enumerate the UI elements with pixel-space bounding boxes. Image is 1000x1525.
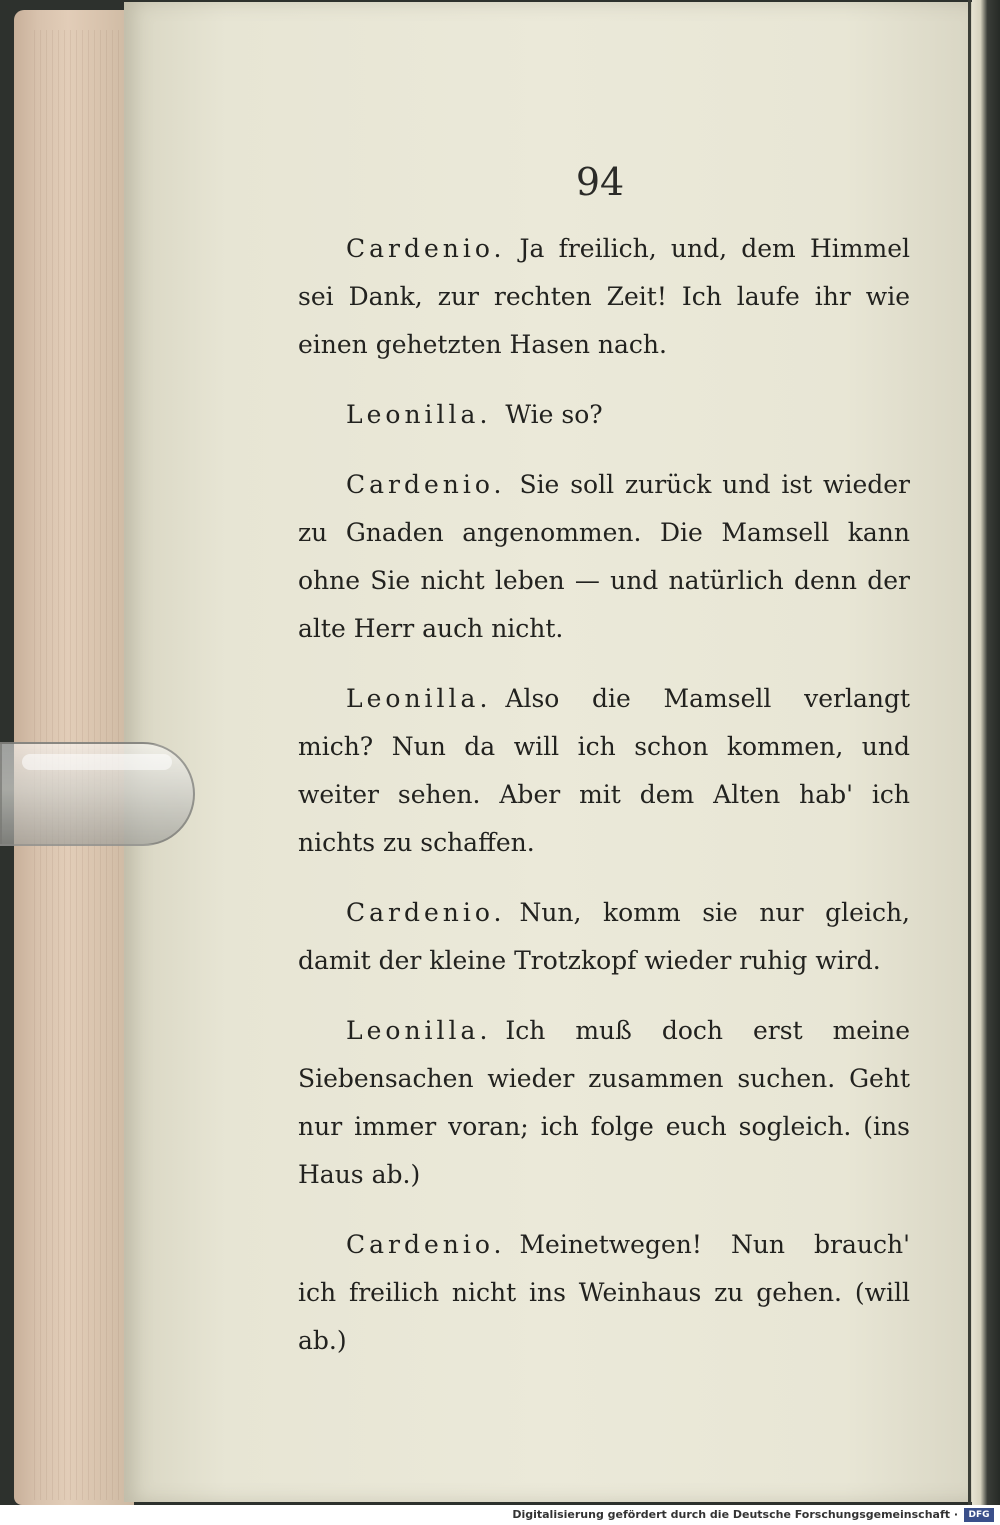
digitization-footer bbox=[0, 1505, 1000, 1525]
speaker-name: Leonilla. bbox=[346, 400, 492, 429]
dialogue-text: Also die Mamsell verlangt mich? Nun da will ich schon kommen, und weiter sehen. Aber mit dem Alten hab' ich nichts zu schaffen. bbox=[298, 684, 910, 857]
dialogue-text: Nun, komm sie nur gleich, damit der kleine Trotzkopf wieder ruhig wird. bbox=[298, 898, 910, 975]
dialogue-paragraph bbox=[298, 391, 910, 439]
page-text bbox=[298, 225, 910, 1387]
page-number: 94 bbox=[575, 160, 625, 204]
speaker-name: Cardenio. bbox=[346, 470, 506, 499]
page-gutter bbox=[968, 0, 971, 1505]
dialogue-paragraph bbox=[298, 225, 910, 369]
facing-page-edge bbox=[972, 0, 1000, 1505]
dialogue-text: Ich muß doch erst meine Siebensachen wieder zusammen suchen. Geht nur immer voran; ich folge euch sogleich. (ins Haus ab.) bbox=[298, 1016, 910, 1189]
speaker-name: Cardenio. bbox=[346, 898, 506, 927]
speaker-name: Cardenio. bbox=[346, 1230, 506, 1259]
dialogue-text: Meinetwegen! Nun brauch' ich freilich nicht ins Weinhaus zu gehen. (will ab.) bbox=[298, 1230, 910, 1355]
dialogue-text: Sie soll zurück und ist wieder zu Gnaden angenommen. Die Mamsell kann ohne Sie nicht leben — und natürlich denn der alte Herr auch nicht. bbox=[298, 470, 910, 643]
dialogue-paragraph bbox=[298, 461, 910, 653]
dialogue-text: Ja freilich, und, dem Himmel sei Dank, zur rechten Zeit! Ich laufe ihr wie einen gehetzten Hasen nach. bbox=[298, 234, 910, 359]
dfg-logo: DFG bbox=[964, 1508, 994, 1522]
clip-highlight bbox=[22, 754, 172, 770]
speaker-name: Leonilla. bbox=[346, 684, 492, 713]
page-holder-clip bbox=[0, 742, 195, 846]
dialogue-paragraph bbox=[298, 889, 910, 985]
dialogue-paragraph bbox=[298, 1221, 910, 1365]
speaker-name: Leonilla. bbox=[346, 1016, 492, 1045]
dialogue-paragraph bbox=[298, 675, 910, 867]
funding-credit: Digitalisierung gefördert durch die Deutsche Forschungsgemeinschaft · bbox=[512, 1508, 958, 1521]
speaker-name: Cardenio. bbox=[346, 234, 506, 263]
dialogue-paragraph bbox=[298, 1007, 910, 1199]
dialogue-text: Wie so? bbox=[505, 400, 603, 429]
